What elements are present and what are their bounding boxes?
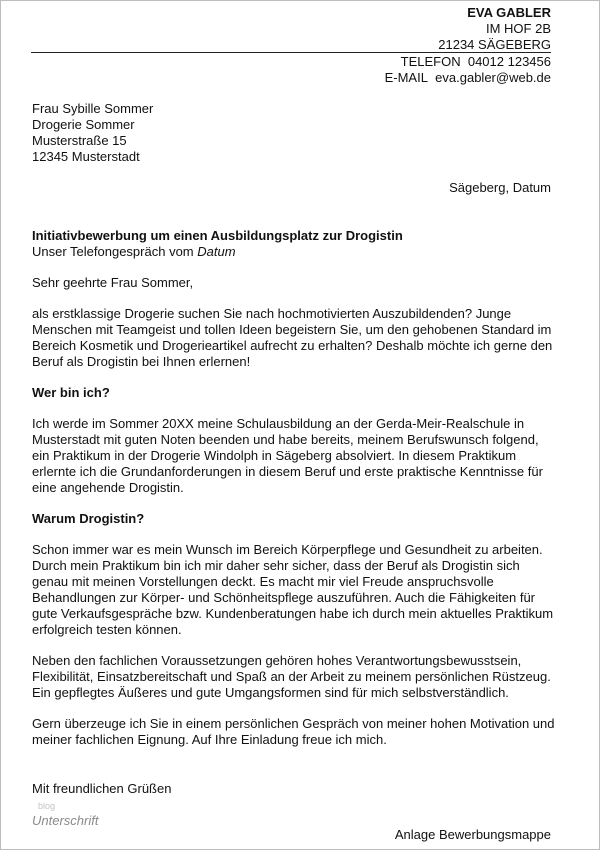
- email-label: E-MAIL: [384, 70, 428, 85]
- subject-block: [32, 228, 403, 260]
- sender-name: EVA GABLER: [467, 5, 551, 20]
- why-paragraph-1: Schon immer war es mein Wunsch im Bereich Körperpflege und Gesundheit zu arbeiten. Durch mein Praktikum bin ich mir daher sehr sicher, dass der Beruf als Drogistin sich genau mit meinen Vorstellungen deckt. Es macht mir viel Freude anspruchsvolle Behandlungen zur Körper- und Schönheitspflege auszuführen. Auch die Fähigkeiten für gute Verkaufsgespräche bzw. Kundenberatungen habe ich durch mein aktuelles Praktikum erfolgreich testen können.: [32, 542, 554, 637]
- recipient-street: Musterstraße 15: [32, 133, 127, 148]
- watermark: blog: [38, 801, 56, 811]
- reference-prefix: Unser Telefongespräch vom: [32, 244, 198, 259]
- contact-block: [385, 54, 551, 86]
- why-paragraph-3: Gern überzeuge ich Sie in einem persönlichen Gespräch von meiner hohen Motivation und meiner fachlichen Eignung. Auf Ihre Einladung freue ich mich.: [32, 716, 555, 747]
- sender-city: 21234 SÄGEBERG: [438, 37, 551, 52]
- intro-paragraph: als erstklassige Drogerie suchen Sie nach hochmotivierten Auszubildenden? Junge Menschen mit Teamgeist und tollen Ideen begeistern Sie, um den gehobenen Standard im Bereich Kosmetik und Drogerieartikel aufrecht zu erhalten? Deshalb möchte ich gerne den Beruf als Drogistin bei Ihnen erlernen!: [32, 306, 553, 369]
- signature: Unterschrift: [32, 813, 99, 828]
- sender-block: [438, 5, 551, 53]
- why-paragraph-2: Neben den fachlichen Voraussetzungen gehören hohes Verantwortungsbewusstsein, Flexibilität, Einsatzbereitschaft und Spaß an der Arbeit zu meinem persönlichen Rüstzeug. Ein gepflegtes Äußeres und gute Umgangsformen sind für mich selbstverständlich.: [32, 653, 551, 700]
- closing: Mit freundlichen Grüßen: [32, 781, 172, 796]
- phone-line: [385, 54, 551, 70]
- attachment-note: Anlage Bewerbungsmappe: [394, 827, 551, 842]
- recipient-block: [32, 101, 153, 165]
- phone-label: TELEFON: [400, 54, 461, 69]
- phone-number: 04012 123456: [467, 54, 551, 69]
- subject-reference: [32, 244, 403, 260]
- email-address: eva.gabler@web.de: [435, 70, 551, 85]
- salutation: Sehr geehrte Frau Sommer,: [32, 275, 194, 290]
- header-rule: [31, 52, 551, 53]
- reference-date: Datum: [197, 244, 236, 259]
- letter-body: [32, 275, 557, 763]
- recipient-name: Frau Sybille Sommer: [32, 101, 154, 116]
- recipient-company: Drogerie Sommer: [32, 117, 135, 132]
- section-heading-who: Wer bin ich?: [32, 385, 110, 400]
- subject-title: Initiativbewerbung um einen Ausbildungsplatz zur Drogistin: [32, 228, 403, 243]
- place-date: Sägeberg, Datum: [449, 180, 551, 195]
- email-line: [385, 70, 551, 86]
- who-paragraph: Ich werde im Sommer 20XX meine Schulausbildung an der Gerda-Meir-Realschule in Musterstadt mit guten Noten beenden und habe bereits, meinem Berufswunsch folgend, ein Praktikum in der Drogerie Windolph in Sägeberg absolviert. In diesem Praktikum erlernte ich die Grundanforderungen in diesem Beruf und erste praktische Kenntnisse für eine angehende Drogistin.: [32, 416, 543, 495]
- section-heading-why: Warum Drogistin?: [32, 511, 145, 526]
- sender-street: IM HOF 2B: [485, 21, 551, 36]
- recipient-city: 12345 Musterstadt: [32, 149, 140, 164]
